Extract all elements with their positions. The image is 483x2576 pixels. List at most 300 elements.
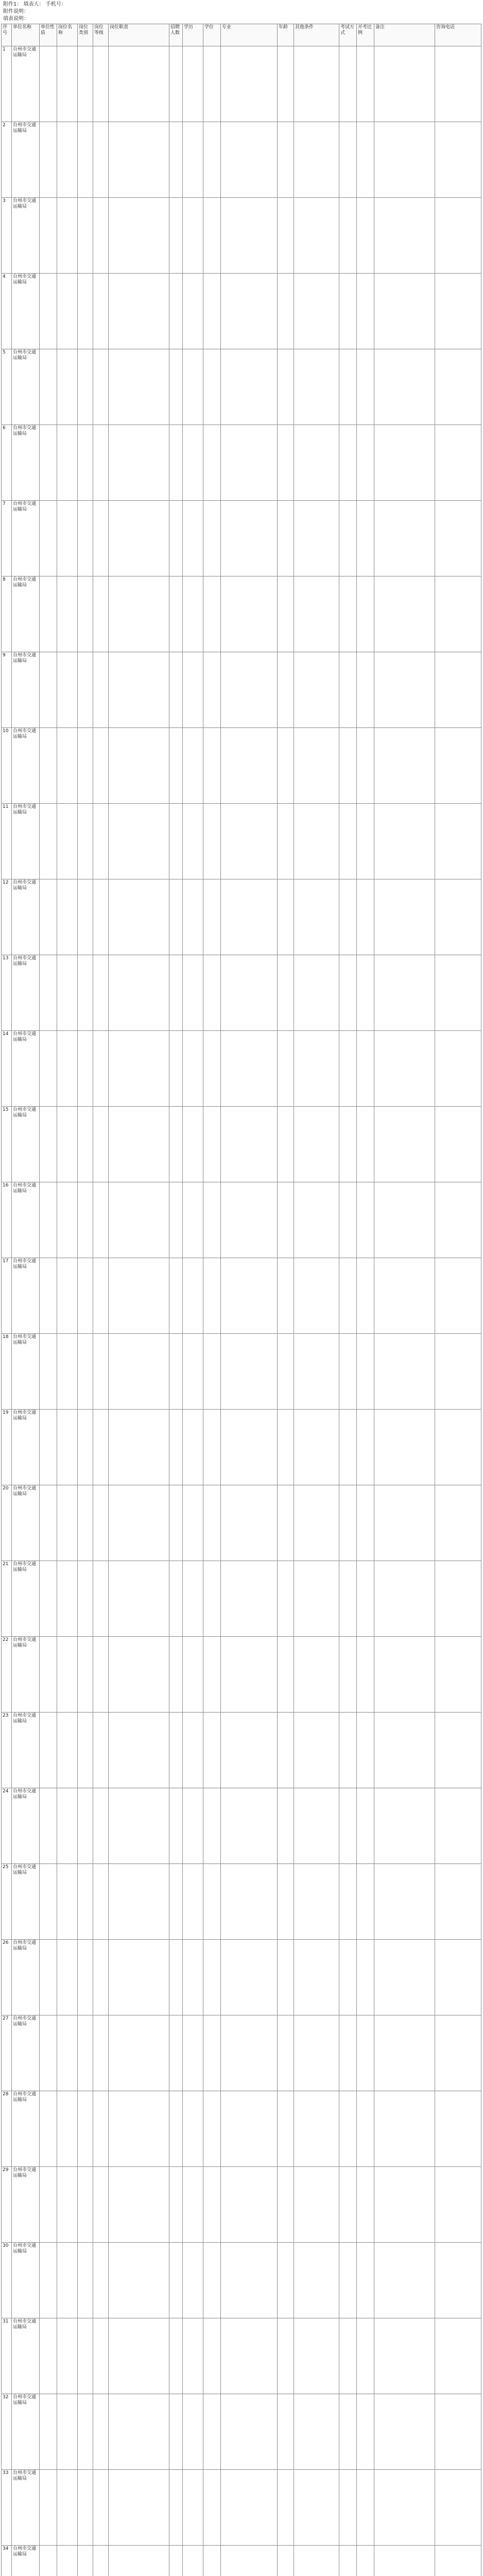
table-cell bbox=[40, 577, 57, 652]
table-cell bbox=[78, 2394, 93, 2470]
table-cell bbox=[278, 2091, 294, 2167]
table-cell: 6 bbox=[2, 425, 12, 501]
table-cell bbox=[339, 1940, 357, 2015]
table-cell bbox=[169, 2394, 183, 2470]
table-cell bbox=[357, 955, 374, 1031]
table-cell bbox=[57, 122, 78, 198]
header-line: 附件说明： bbox=[3, 9, 29, 14]
table-cell bbox=[435, 1334, 481, 1410]
table-cell bbox=[78, 349, 93, 425]
table-cell bbox=[278, 955, 294, 1031]
table-cell bbox=[203, 2546, 221, 2576]
table-cell: 27 bbox=[2, 2015, 12, 2091]
table-cell bbox=[40, 652, 57, 728]
table-cell bbox=[374, 1940, 435, 2015]
table-cell bbox=[57, 1940, 78, 2015]
table-row bbox=[2, 501, 481, 577]
table-row bbox=[2, 577, 481, 652]
table-cell bbox=[203, 1940, 221, 2015]
table-cell: 7 bbox=[2, 501, 12, 577]
table-cell bbox=[57, 274, 78, 349]
table-cell bbox=[169, 577, 183, 652]
table-cell bbox=[374, 1864, 435, 1940]
table-cell bbox=[93, 2243, 109, 2318]
table-cell bbox=[93, 955, 109, 1031]
table-cell bbox=[374, 2318, 435, 2394]
table-cell bbox=[93, 1561, 109, 1637]
table-cell bbox=[169, 1410, 183, 1485]
table-cell bbox=[294, 2318, 339, 2394]
table-cell bbox=[169, 1713, 183, 1788]
table-cell bbox=[40, 349, 57, 425]
table-cell bbox=[374, 1182, 435, 1258]
table-cell bbox=[93, 2394, 109, 2470]
table-cell bbox=[294, 652, 339, 728]
table-cell bbox=[169, 728, 183, 804]
table-cell bbox=[57, 804, 78, 879]
table-cell bbox=[109, 1334, 169, 1410]
table-cell: 33 bbox=[2, 2470, 12, 2546]
table-cell bbox=[357, 46, 374, 122]
table-cell bbox=[93, 2318, 109, 2394]
table-cell: 20 bbox=[2, 1485, 12, 1561]
table-cell: 14 bbox=[2, 1031, 12, 1107]
table-cell bbox=[357, 2470, 374, 2546]
table-cell bbox=[374, 1561, 435, 1637]
table-cell bbox=[435, 2091, 481, 2167]
table-cell bbox=[40, 274, 57, 349]
table-cell bbox=[183, 577, 203, 652]
table-cell bbox=[339, 1182, 357, 1258]
table-cell bbox=[109, 198, 169, 274]
table-cell bbox=[78, 879, 93, 955]
column-header: 岗位等级 bbox=[93, 24, 109, 46]
table-cell bbox=[435, 1637, 481, 1713]
table-cell bbox=[183, 1031, 203, 1107]
table-cell bbox=[169, 1182, 183, 1258]
table-cell bbox=[357, 1561, 374, 1637]
table-cell bbox=[203, 2015, 221, 2091]
table-cell bbox=[221, 1561, 278, 1637]
column-header: 岗位名称 bbox=[57, 24, 78, 46]
table-row bbox=[2, 425, 481, 501]
table-cell bbox=[294, 1637, 339, 1713]
table-cell bbox=[169, 879, 183, 955]
table-cell: 台州市交通运输局 bbox=[12, 1864, 40, 1940]
table-cell bbox=[221, 652, 278, 728]
table-cell: 台州市交通运输局 bbox=[12, 1410, 40, 1485]
table-cell bbox=[294, 274, 339, 349]
table-cell bbox=[278, 1561, 294, 1637]
table-cell bbox=[78, 577, 93, 652]
table-cell bbox=[278, 274, 294, 349]
table-cell bbox=[294, 2394, 339, 2470]
table-cell bbox=[339, 1788, 357, 1864]
table-cell bbox=[357, 1940, 374, 2015]
table-cell bbox=[40, 1182, 57, 1258]
table-cell bbox=[169, 2015, 183, 2091]
column-header: 序号 bbox=[2, 24, 12, 46]
table-cell bbox=[294, 1485, 339, 1561]
table-cell bbox=[357, 198, 374, 274]
table-cell: 30 bbox=[2, 2243, 12, 2318]
table-cell bbox=[183, 1334, 203, 1410]
table-cell bbox=[221, 2091, 278, 2167]
table-cell bbox=[339, 955, 357, 1031]
table-cell bbox=[294, 1788, 339, 1864]
table-cell bbox=[109, 728, 169, 804]
table-cell bbox=[78, 1637, 93, 1713]
table-cell bbox=[57, 1637, 78, 1713]
table-cell bbox=[203, 122, 221, 198]
table-cell bbox=[374, 577, 435, 652]
table-cell bbox=[169, 1334, 183, 1410]
table-cell bbox=[339, 2015, 357, 2091]
table-cell bbox=[78, 2243, 93, 2318]
table-cell bbox=[203, 577, 221, 652]
table-cell bbox=[221, 1485, 278, 1561]
table-cell bbox=[40, 1637, 57, 1713]
table-cell bbox=[40, 122, 57, 198]
table-cell bbox=[183, 955, 203, 1031]
table-cell bbox=[183, 1788, 203, 1864]
table-cell bbox=[169, 1107, 183, 1182]
table-row bbox=[2, 1258, 481, 1334]
table-cell bbox=[339, 1637, 357, 1713]
header-line: 填表说明： bbox=[3, 16, 29, 22]
table-cell bbox=[93, 1864, 109, 1940]
table-cell bbox=[357, 728, 374, 804]
table-cell bbox=[109, 1031, 169, 1107]
table-cell bbox=[78, 1864, 93, 1940]
table-cell bbox=[109, 1410, 169, 1485]
table-cell bbox=[278, 652, 294, 728]
table-row bbox=[2, 2394, 481, 2470]
table-cell bbox=[374, 1410, 435, 1485]
table-cell bbox=[374, 1485, 435, 1561]
table-row bbox=[2, 1788, 481, 1864]
table-cell bbox=[183, 1410, 203, 1485]
table-cell bbox=[339, 1258, 357, 1334]
table-cell bbox=[221, 1637, 278, 1713]
table-cell bbox=[93, 1107, 109, 1182]
table-cell bbox=[435, 728, 481, 804]
table-row bbox=[2, 804, 481, 879]
table-cell bbox=[40, 2167, 57, 2243]
table-cell bbox=[435, 122, 481, 198]
table-cell: 台州市交通运输局 bbox=[12, 198, 40, 274]
table-row bbox=[2, 1031, 481, 1107]
table-cell bbox=[357, 1713, 374, 1788]
table-cell bbox=[109, 1561, 169, 1637]
table-cell: 23 bbox=[2, 1713, 12, 1788]
table-cell bbox=[278, 1637, 294, 1713]
table-cell: 台州市交通运输局 bbox=[12, 652, 40, 728]
table-cell bbox=[93, 274, 109, 349]
table-cell bbox=[294, 425, 339, 501]
table-cell: 台州市交通运输局 bbox=[12, 1713, 40, 1788]
table-cell bbox=[93, 425, 109, 501]
table-cell bbox=[435, 879, 481, 955]
table-cell bbox=[78, 1182, 93, 1258]
table-cell bbox=[221, 425, 278, 501]
column-header: 备注 bbox=[374, 24, 435, 46]
table-cell: 台州市交通运输局 bbox=[12, 2015, 40, 2091]
table-row bbox=[2, 1485, 481, 1561]
table-cell bbox=[357, 501, 374, 577]
table-cell bbox=[374, 2394, 435, 2470]
table-cell bbox=[294, 728, 339, 804]
table-cell bbox=[78, 1788, 93, 1864]
table-cell bbox=[435, 425, 481, 501]
table-cell bbox=[57, 1031, 78, 1107]
table-cell bbox=[183, 501, 203, 577]
table-cell bbox=[57, 955, 78, 1031]
table-row bbox=[2, 1940, 481, 2015]
table-row bbox=[2, 2546, 481, 2576]
table-cell: 34 bbox=[2, 2546, 12, 2576]
table-cell: 台州市交通运输局 bbox=[12, 1561, 40, 1637]
table-cell bbox=[278, 804, 294, 879]
table-cell bbox=[183, 425, 203, 501]
table-cell bbox=[339, 122, 357, 198]
table-cell bbox=[357, 1788, 374, 1864]
table-cell bbox=[93, 1940, 109, 2015]
table-cell: 台州市交通运输局 bbox=[12, 1940, 40, 2015]
table-cell bbox=[57, 2318, 78, 2394]
table-cell bbox=[183, 652, 203, 728]
table-cell bbox=[339, 198, 357, 274]
table-cell bbox=[294, 1561, 339, 1637]
table-cell bbox=[183, 46, 203, 122]
table-cell: 5 bbox=[2, 349, 12, 425]
table-row bbox=[2, 1410, 481, 1485]
table-cell bbox=[357, 2091, 374, 2167]
table-cell bbox=[183, 1637, 203, 1713]
table-cell bbox=[294, 1864, 339, 1940]
table-cell bbox=[278, 1107, 294, 1182]
table-cell bbox=[278, 122, 294, 198]
table-cell bbox=[93, 577, 109, 652]
table-row bbox=[2, 2470, 481, 2546]
table-cell bbox=[339, 1864, 357, 1940]
table-cell bbox=[203, 2091, 221, 2167]
table-cell bbox=[339, 2394, 357, 2470]
table-cell bbox=[203, 501, 221, 577]
table-cell bbox=[278, 1182, 294, 1258]
column-header: 年龄 bbox=[278, 24, 294, 46]
table-cell bbox=[278, 1485, 294, 1561]
table-cell bbox=[221, 804, 278, 879]
table-cell bbox=[169, 1485, 183, 1561]
table-cell bbox=[374, 1788, 435, 1864]
table-cell bbox=[374, 46, 435, 122]
table-cell bbox=[169, 2167, 183, 2243]
table-cell bbox=[93, 1410, 109, 1485]
table-cell bbox=[357, 2167, 374, 2243]
table-cell bbox=[203, 1864, 221, 1940]
table-cell bbox=[93, 2546, 109, 2576]
table-cell bbox=[374, 274, 435, 349]
table-cell bbox=[374, 955, 435, 1031]
table-cell bbox=[221, 1410, 278, 1485]
table-cell bbox=[57, 728, 78, 804]
table-cell bbox=[221, 1258, 278, 1334]
table-cell bbox=[435, 349, 481, 425]
table-cell bbox=[57, 1713, 78, 1788]
table-cell bbox=[183, 1864, 203, 1940]
table-cell bbox=[278, 2318, 294, 2394]
table-cell bbox=[339, 577, 357, 652]
document-header bbox=[1, 0, 482, 24]
table-cell bbox=[374, 2091, 435, 2167]
table-row bbox=[2, 955, 481, 1031]
table-cell bbox=[203, 728, 221, 804]
table-cell bbox=[109, 349, 169, 425]
table-cell bbox=[278, 2394, 294, 2470]
table-cell bbox=[221, 1107, 278, 1182]
table-cell bbox=[203, 2394, 221, 2470]
table-cell bbox=[278, 2015, 294, 2091]
table-cell bbox=[374, 2546, 435, 2576]
table-cell bbox=[40, 1940, 57, 2015]
table-cell bbox=[278, 349, 294, 425]
table-cell bbox=[357, 122, 374, 198]
table-cell bbox=[183, 1485, 203, 1561]
table-cell bbox=[40, 1485, 57, 1561]
table-cell bbox=[357, 1637, 374, 1713]
table-cell bbox=[278, 2546, 294, 2576]
table-cell bbox=[93, 728, 109, 804]
table-cell bbox=[339, 2318, 357, 2394]
column-header: 招聘人数 bbox=[169, 24, 183, 46]
table-cell bbox=[339, 652, 357, 728]
table-cell bbox=[169, 1637, 183, 1713]
table-row bbox=[2, 1182, 481, 1258]
table-cell bbox=[57, 1182, 78, 1258]
column-header: 岗位类别 bbox=[78, 24, 93, 46]
table-cell bbox=[40, 2318, 57, 2394]
table-cell bbox=[221, 1713, 278, 1788]
table-cell bbox=[357, 2318, 374, 2394]
table-cell: 11 bbox=[2, 804, 12, 879]
table-cell: 台州市交通运输局 bbox=[12, 501, 40, 577]
table-cell: 台州市交通运输局 bbox=[12, 2091, 40, 2167]
table-cell bbox=[357, 1334, 374, 1410]
table-cell bbox=[203, 955, 221, 1031]
table-cell bbox=[40, 2470, 57, 2546]
table-cell bbox=[339, 501, 357, 577]
table-cell bbox=[169, 122, 183, 198]
table-cell bbox=[57, 652, 78, 728]
table-cell bbox=[183, 879, 203, 955]
table-cell bbox=[57, 879, 78, 955]
table-cell bbox=[278, 577, 294, 652]
table-cell: 8 bbox=[2, 577, 12, 652]
table-cell bbox=[221, 1031, 278, 1107]
table-row bbox=[2, 1334, 481, 1410]
table-cell bbox=[93, 46, 109, 122]
table-cell bbox=[435, 2243, 481, 2318]
table-cell bbox=[203, 1410, 221, 1485]
table-cell bbox=[40, 1258, 57, 1334]
table-cell bbox=[40, 2091, 57, 2167]
table-cell bbox=[183, 2546, 203, 2576]
table-cell bbox=[93, 2091, 109, 2167]
table-cell bbox=[435, 2318, 481, 2394]
table-cell bbox=[169, 2243, 183, 2318]
table-cell bbox=[40, 46, 57, 122]
table-cell: 台州市交通运输局 bbox=[12, 425, 40, 501]
table-cell bbox=[78, 1940, 93, 2015]
table-cell bbox=[109, 1864, 169, 1940]
table-cell bbox=[203, 1713, 221, 1788]
table-cell bbox=[183, 1940, 203, 2015]
table-cell bbox=[374, 1713, 435, 1788]
table-cell bbox=[183, 2470, 203, 2546]
table-cell bbox=[203, 2167, 221, 2243]
table-cell bbox=[169, 2091, 183, 2167]
table-cell bbox=[294, 1410, 339, 1485]
table-cell bbox=[109, 2394, 169, 2470]
column-header: 专业 bbox=[221, 24, 278, 46]
table-cell bbox=[183, 1182, 203, 1258]
table-cell bbox=[78, 2015, 93, 2091]
table-cell bbox=[183, 122, 203, 198]
table-cell bbox=[169, 1031, 183, 1107]
table-cell bbox=[40, 955, 57, 1031]
table-cell bbox=[169, 955, 183, 1031]
table-cell bbox=[109, 1182, 169, 1258]
table-cell bbox=[40, 1788, 57, 1864]
table-cell bbox=[40, 1410, 57, 1485]
table-cell bbox=[78, 501, 93, 577]
table-row bbox=[2, 652, 481, 728]
table-cell bbox=[183, 2015, 203, 2091]
table-cell bbox=[169, 2546, 183, 2576]
table-cell bbox=[40, 2015, 57, 2091]
table-cell bbox=[435, 1940, 481, 2015]
table-cell bbox=[57, 501, 78, 577]
table-cell bbox=[374, 1107, 435, 1182]
table-cell bbox=[339, 274, 357, 349]
table-cell bbox=[278, 501, 294, 577]
table-cell bbox=[109, 1637, 169, 1713]
table-row bbox=[2, 122, 481, 198]
table-cell bbox=[78, 198, 93, 274]
table-cell bbox=[57, 1258, 78, 1334]
table-cell: 台州市交通运输局 bbox=[12, 1182, 40, 1258]
table-cell: 台州市交通运输局 bbox=[12, 1485, 40, 1561]
table-cell: 台州市交通运输局 bbox=[12, 804, 40, 879]
table-cell bbox=[78, 122, 93, 198]
table-cell: 台州市交通运输局 bbox=[12, 1107, 40, 1182]
table-cell bbox=[183, 804, 203, 879]
table-cell bbox=[203, 46, 221, 122]
table-cell bbox=[93, 804, 109, 879]
table-row bbox=[2, 2243, 481, 2318]
table-cell bbox=[57, 1485, 78, 1561]
table-cell bbox=[374, 122, 435, 198]
table-cell bbox=[294, 2470, 339, 2546]
table-cell bbox=[357, 652, 374, 728]
table-cell bbox=[357, 577, 374, 652]
table-cell bbox=[169, 652, 183, 728]
table-cell: 台州市交通运输局 bbox=[12, 577, 40, 652]
table-cell bbox=[294, 2167, 339, 2243]
table-cell bbox=[294, 46, 339, 122]
table-cell: 25 bbox=[2, 1864, 12, 1940]
